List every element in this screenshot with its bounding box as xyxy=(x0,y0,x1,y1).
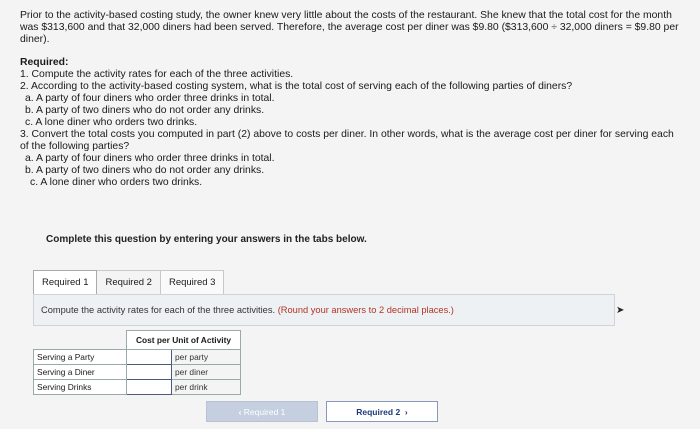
tab-bar xyxy=(33,270,224,294)
diner-rate-input[interactable] xyxy=(127,366,171,379)
party-rate-input-cell xyxy=(127,350,172,365)
row-unit-drinks: per drink xyxy=(172,380,241,395)
instruction-main: Compute the activity rates for each of the three activities. xyxy=(41,305,276,315)
req-item-3: 3. Convert the total costs you computed in part (2) above to costs per diner. In other words, what is the average cost per diner for serving each of the following parties? xyxy=(20,129,674,152)
tab-required-3[interactable]: Required 3 xyxy=(160,270,224,294)
table-row xyxy=(34,365,241,380)
row-label-drinks: Serving Drinks xyxy=(34,380,127,395)
req-item-3c: c. A lone diner who orders two drinks. xyxy=(30,177,203,188)
req-item-2a: a. A party of four diners who order three drinks in total. xyxy=(25,93,275,104)
row-label-party: Serving a Party xyxy=(34,350,127,365)
chevron-right-icon: › xyxy=(400,406,408,417)
row-unit-diner: per diner xyxy=(172,365,241,380)
instruction-note: (Round your answers to 2 decimal places.) xyxy=(277,305,454,315)
next-required-button[interactable] xyxy=(326,401,438,422)
arrow-pointer-icon: ➤ xyxy=(616,305,625,316)
req-item-2c: c. A lone diner who orders two drinks. xyxy=(25,117,198,128)
drink-rate-input[interactable] xyxy=(127,381,171,394)
table-row xyxy=(34,350,241,365)
complete-instruction: Complete this question by entering your answers in the tabs below. xyxy=(46,234,367,245)
row-label-diner: Serving a Diner xyxy=(34,365,127,380)
table-header: Cost per Unit of Activity xyxy=(127,331,241,350)
required-heading: Required: xyxy=(20,57,69,68)
req-item-3a: a. A party of four diners who order three drinks in total. xyxy=(25,153,275,164)
prev-required-button[interactable] xyxy=(206,401,318,422)
tab-required-1[interactable]: Required 1 xyxy=(33,270,97,294)
req-item-2b: b. A party of two diners who do not order any drinks. xyxy=(25,105,265,116)
req-item-3b: b. A party of two diners who do not order any drinks. xyxy=(25,165,265,176)
instruction-text xyxy=(41,305,454,315)
table-row xyxy=(34,380,241,395)
activity-rate-table xyxy=(33,330,241,395)
diner-rate-input-cell xyxy=(127,365,172,380)
chevron-left-icon: ‹ xyxy=(238,406,244,417)
problem-intro: Prior to the activity-based costing study, the owner knew very little about the costs of the restaurant. She knew that the total cost for the month was $313,600 and that 32,000 diners had been served. Therefore, the average cost per diner was $9.80 ($313,600 ÷ 32,000 diners = $9.80 per diner). xyxy=(20,10,679,45)
tab-required-2[interactable]: Required 2 xyxy=(97,270,159,294)
req-item-2: 2. According to the activity-based costing system, what is the total cost of serving each of the following parties of diners? xyxy=(20,81,573,92)
party-rate-input[interactable] xyxy=(127,351,171,364)
prev-button-label: Required 1 xyxy=(243,406,286,417)
problem-text xyxy=(20,10,685,189)
next-button-label: Required 2 xyxy=(356,406,401,417)
row-unit-party: per party xyxy=(172,350,241,365)
drink-rate-input-cell xyxy=(127,380,172,395)
req-item-1: 1. Compute the activity rates for each of the three activities. xyxy=(20,69,294,80)
